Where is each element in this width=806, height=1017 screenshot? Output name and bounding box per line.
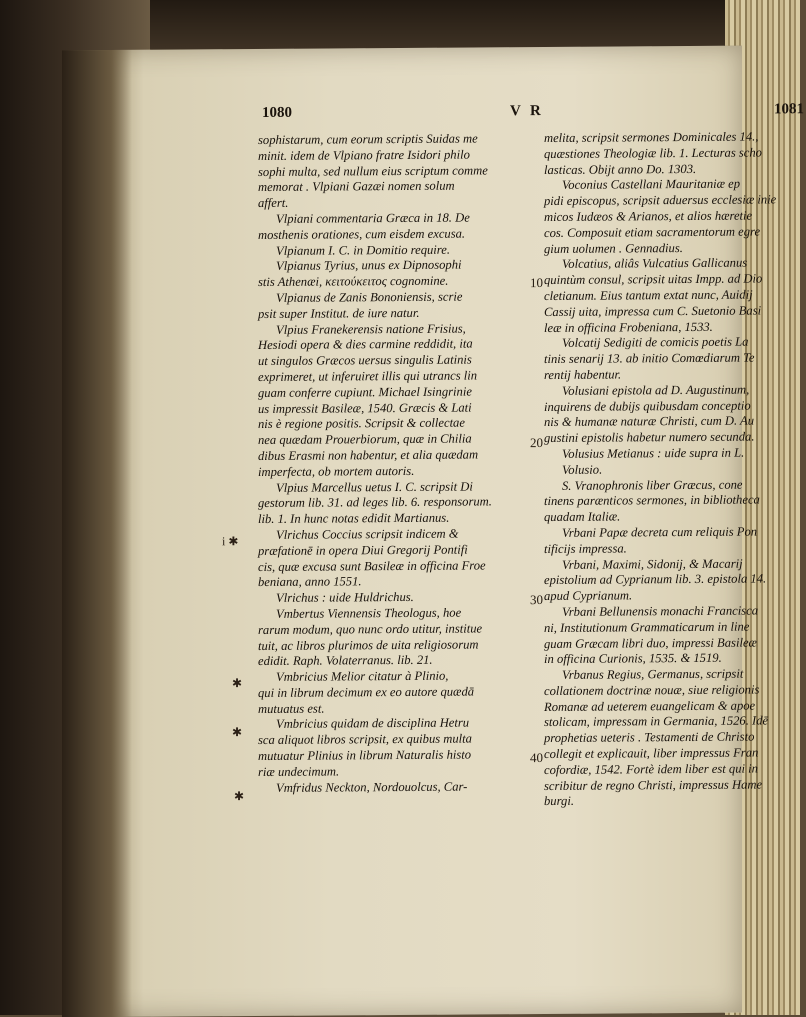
left-column-line: Vmbricius quidam de disciplina Hetru [276,716,470,732]
right-column-line: Volcatij Sedigiti de comicis poetis La [562,334,749,351]
right-column-line: lasticas. Obijt anno Do. 1303. [544,161,697,177]
right-column-line: burgi. [544,794,574,809]
left-column-line: qui in librum decimum ex eo autore quædā [258,684,475,700]
left-column-line: Hesiodi opera & dies carmine reddidit, ita [258,336,473,353]
right-column-line: scribitur de regno Christi, impressus Hame [544,777,763,793]
right-column-line: Voconius Castellani Mauritaniæ ep [562,177,741,193]
left-column-line: Vmfridus Neckton, Nordouolcus, Car- [276,779,468,795]
right-column-line: rentij habentur. [544,367,622,382]
left-column-line: rarum modum, quo nunc ordo utitur, institue [258,621,483,637]
left-column-line: riæ undecimum. [258,764,340,779]
right-column-line: cletianum. Eius tantum extat nunc, Auidij [544,287,753,303]
right-column-line: pidi episcopus, scripsit aduersus ecclesiæ inie [544,192,777,209]
left-column-line: dibus Erasmi non habentur, et alia quædam [258,447,479,463]
left-column-line: edidit. Raph. Volaterranus. lib. 21. [258,653,433,669]
left-column-line: sophistarum, cum eorum scriptis Suidas me [258,131,478,148]
right-column-line: gustini epistolis habetur numero secunda. [544,429,755,446]
left-column-line: mutuatur Plinius in librum Naturalis histo [258,747,472,764]
left-column-line: gestorum lib. 31. ad leges lib. 6. responsorum. [258,494,492,511]
right-column-line: cofordiæ, 1542. Fortè idem liber est qui in [544,761,758,777]
left-column-line: præfationē in opera Diui Gregorij Pontifi [258,542,468,558]
running-head-v: V [510,103,521,120]
right-column-line: collationem doctrinæ nouæ, siue religionis [544,682,760,698]
left-column-line: stis Athenæi, κειτούκειτος cognomine. [258,273,449,290]
left-column-line: Vlrichus Coccius scripsit indicem & [276,526,459,542]
left-column-line: us impressit Basileæ, 1540. Græcis & Lati [258,400,472,416]
left-column-line: minit. idem de Vlpiano fratre Isidori philo [258,147,470,163]
right-column-line: Volusio. [562,462,603,477]
left-column-line: cis, quæ excusa sunt Basileæ in officina Froe [258,557,486,574]
line-number-40: 40 [530,750,543,766]
left-column-line: Vlpianum I. C. in Domitio require. [276,242,450,258]
margin-mark-3: ✱ [232,725,243,740]
line-number-10: 10 [530,275,543,291]
left-column-line: exprimeret, ut inferuiret illis qui utrancs lin [258,368,478,384]
left-column-line: psit super Institut. de iure natur. [258,305,420,321]
line-number-30: 30 [530,592,543,608]
right-column-line: ni, Institutionum Grammaticarum in line [544,619,750,635]
right-column-line: gium uolumen . Gennadius. [544,240,683,256]
right-column-line: melita, scripsit sermones Dominicales 14., [544,129,759,146]
left-column-line: sca aliquot libros scripsit, ex quibus multa [258,731,472,748]
margin-mark-2: ✱ [232,676,243,691]
left-column-line: imperfecta, ob mortem autoris. [258,463,415,479]
right-column-line: Cassij uita, impressa cum C. Suetonio Basi [544,303,762,319]
right-column-line: Romanæ ad ueterem euangelicam & apoe [544,698,756,714]
right-column-line: guam Græcam libri duo, impressi Basileæ [544,635,757,651]
left-column-line: mosthenis orationes, cum eisdem excusa. [258,226,466,242]
right-column-line: tinis senarij 13. ab initio Comœdiarum Te [544,350,755,367]
left-column-line: Vlpiani commentaria Græca in 18. De [276,210,470,226]
page-number-left: 1080 [262,104,292,121]
right-column-line: collegit et explicauit, liber impressus Fran [544,745,759,762]
right-column-line: prophetias ueteris . Testamenti de Christo [544,729,755,746]
left-column-line: ut singulos Græcos uersus singulis Latinis [258,352,472,369]
left-column-line: sophi multa, sed nullum eius scriptum comme [258,162,488,179]
right-column-line: quadam Italiæ. [544,509,621,525]
right-column-line: Volusiani epistola ad D. Augustinum, [562,382,750,398]
left-column-line: affert. [258,195,289,211]
right-column-line: leæ in officina Frobeniana, 1533. [544,319,713,335]
page-header [62,101,804,131]
left-column-line: mutuatus est. [258,701,325,716]
left-column-line: Vlpianus Tyrius, unus ex Dipnosophi [276,257,462,274]
left-column [258,131,520,796]
book-page [62,46,804,1017]
running-head-r: R [530,103,541,120]
left-column-line: Vlpius Franekerensis natione Frisius, [276,321,466,337]
left-column-line: Vlrichus : uide Huldrichus. [276,590,414,605]
left-column-line: lib. 1. In hunc notas edidit Martianus. [258,510,450,527]
right-column-line: Vrbani, Maximi, Sidonij, & Macarij [562,556,743,572]
right-column-line: inquirens de dubijs quibusdam conceptio [544,398,751,414]
right-column-line: epistolium ad Cyprianum lib. 3. epistola 14. [544,571,767,588]
left-column-line: nis è regione positis. Scripsit & collectae [258,415,465,432]
right-column-line: Volcatius, aliâs Vulcatius Gallicanus [562,255,748,272]
left-column-line: beniana, anno 1551. [258,574,362,590]
right-column-line: Volusius Metianus : uide supra in L. [562,445,745,461]
left-column-line: guam conferre cupiunt. Michael Isingrinie [258,384,472,400]
right-column-line: tificijs impressa. [544,541,627,556]
page-gutter-shadow [62,50,132,1017]
right-column [544,129,806,810]
right-column-line: Vrbanus Regius, Germanus, scripsit [562,666,744,682]
left-column-line: Vmbricius Melior citatur à Plinio, [276,668,449,684]
left-column-line: Vlpius Marcellus uetus I. C. scripsit Di [276,479,473,495]
page-number-right: 1081 [774,101,804,118]
margin-mark-4: ✱ [234,789,245,804]
right-column-line: nis & humanæ naturæ Christi, cum D. Au [544,413,755,430]
left-column-line: memorat . Vlpiani Gazæi nomen solum [258,179,455,195]
left-column-line: tuit, ac libros plurimos de uita religiosorum [258,636,479,653]
left-column-line: nea quædam Prouerbiorum, quæ in Chilia [258,431,472,448]
right-column-line: micos Iudæos & Arianos, et alios hæretie [544,208,753,224]
right-column-line: Vrbani Papæ decreta cum reliquis Pon [562,524,758,540]
left-column-line: Vmbertus Viennensis Theologus, hoe [276,605,462,621]
margin-mark-1: i ✱ [222,534,239,549]
right-column-line: apud Cyprianum. [544,588,633,604]
right-column-line: Vrbani Bellunensis monachi Francisca [562,603,758,619]
left-column-line: Vlpianus de Zanis Bononiensis, scrie [276,289,463,305]
right-column-line: quintùm consul, scripsit uitas Impp. ad Dio [544,271,763,288]
right-column-line: quæstiones Theologiæ lib. 1. Lecturas scho [544,145,762,161]
right-column-line: cos. Composuit etiam sacramentorum egre [544,224,761,240]
right-column-line: S. Vranophronis liber Græcus, cone [562,477,743,493]
right-column-line: in officina Curionis, 1535. & 1519. [544,651,722,667]
line-number-20: 20 [530,435,543,451]
right-column-line: stolicam, impressam in Germania, 1526. Idē [544,713,769,730]
right-column-line: tinens parænticos sermones, in bibliotheca [544,492,760,509]
